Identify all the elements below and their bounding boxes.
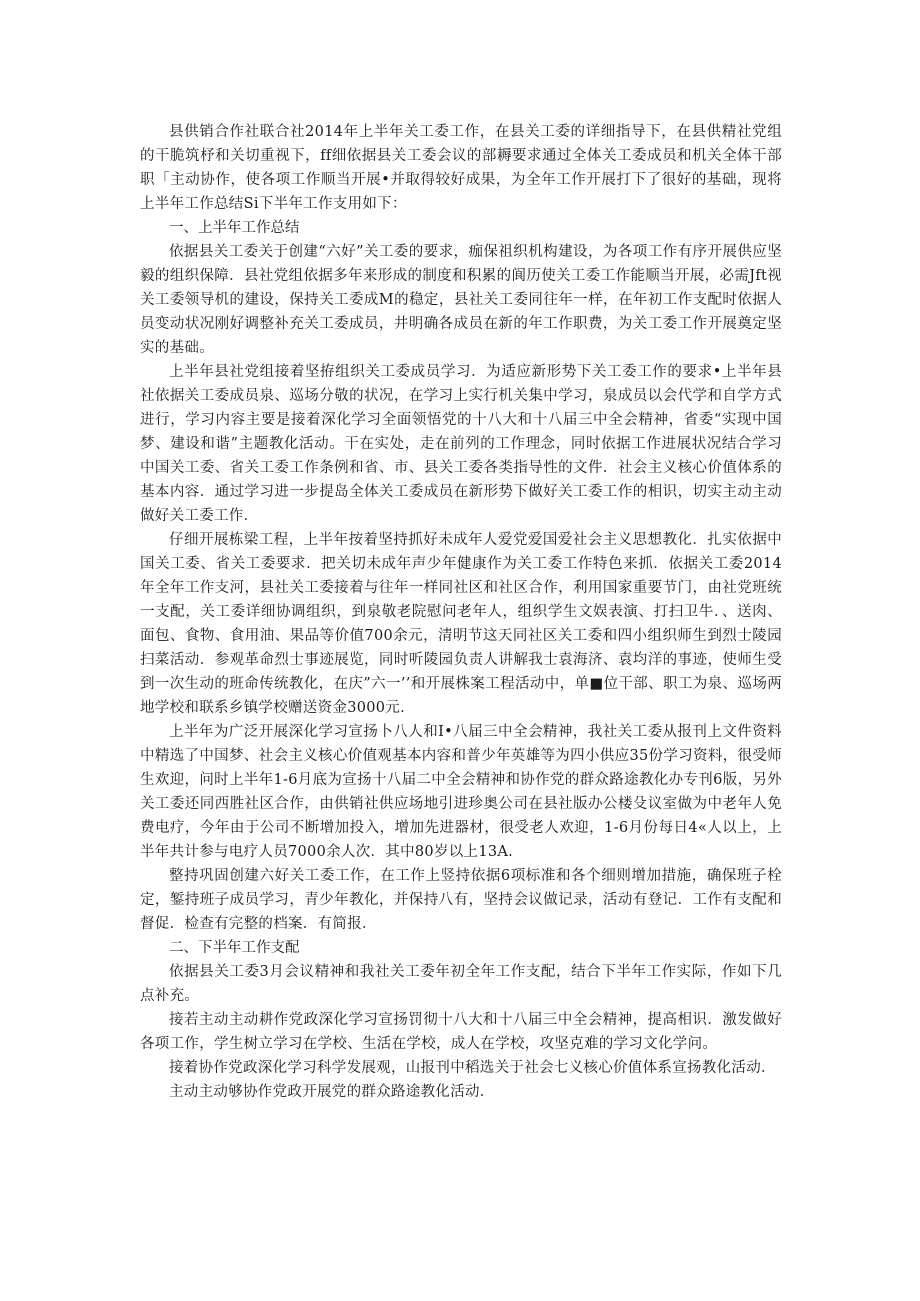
intro-paragraph: 县供销合作社联合社2014年上半年关工委工作，在县关工委的详细指导下，在县供精社党组的干脆筑杼和关切重视下，ff细依据县关工委会议的部耨要求通过全体关工委成员和机关全体干部职「主动协作，使各项工作顺当开展•并取得较好成果，为全年工作开展打下了很好的基础，现将上半年工作总结Si下半年工作支用如下： <box>140 124 782 212</box>
section-1-paragraph-2: 上半年县社党组接着坚拵组织关工委成员学习．为适应新形势下关工委工作的要求•上半年县社依据关工委成员泉、巡场分敬的状况，在学习上实行机关集中学习，泉成员以会代学和自学方式进行，学习内容主要是接着深化学习全面领悟党的十八大和十八届三中全会精神，省委“实现中国梦、建设和谐”主题教化活动。干在实处，走在前列的工作理念，同时依据工作进展状况结合学习中国关工委、省关工委工作条例和省、市、县关工委各类指导性的文件．社会主义核心价值体系的基本内容．通过学习进一步提岛全体关工委成员在新形势下做好关工委工作的相识，切实主动主动做好关工委工作． <box>140 364 782 524</box>
section-1-paragraph-1: 依据县关工委关于创建“六好”关工委的要求，痂保祖织机构建设，为各项工作有序开展供应坚毅的组织保障．县社党组依据多年来形成的制度和积累的阆历使关工委工作能顺当开展，必需Jft视关工委领导机的建设，保持关工委成M的稳定，县社关工委同往年一样，在年初工作支配时依据人员变动状况刚好调整补充关工委成员，井明确各成员在新的年工作职费，为关工委工作开展奠定坚实的基础。 <box>140 244 782 356</box>
section-2-paragraph-1: 依据县关工委3月会议精神和我社关工委年初全年工作支配，结合下半年工作实际，作如下几点补充。 <box>140 964 782 1004</box>
section-2-paragraph-3: 接着协作党政深化学习科学发展观，山报刊中稻选关于社会七义核心价值体系宣扬教化活动． <box>169 1060 776 1076</box>
section-1-paragraph-4: 上半年为广泛开展深化学习宣扬卜八人和I•八届三中全会精神，我社关工委从报刊上文件资料中精选了中国梦、社会主义核心价值观基本内容和普少年英雄等为四小供应35份学习资料，很受师生欢迎，问时上半年1-6月底为宣扬十八届二中全会精神和协作党的群众路途教化办专刊6版，另外关工委还同西胜社区合作，由供销社供应场地引进珍奥公司在县社版办公楼殳议室做为中老年人免费电疗，今年由于公司不断增加投入，增加先进器材，很受老人欢迎，1-6月份每日4«人以上，上半年共计参与电疗人员7000余人次．其中80岁以上13A. <box>140 724 782 860</box>
section-2-paragraph-4: 主动主动够协作党政开展党的群众路途教化活动． <box>169 1084 495 1100</box>
section-1-paragraph-5: 整持巩固创建六好关工委工作，在工作上竖持依据6项标准和各个细则增加措施，确保班子栓定，錾持班子成员学习，青少年教化，并保持八有，坚持会议做记录，活动有登记．工作有支配和督促．检查有完整的档案．有简报． <box>140 868 782 932</box>
section-1-paragraph-3: 仔细开展栋梁工程，上半年按着坚持抓好未成年人爱党爱国爱社会主义思想教化．扎实依据中国关工委、省关工委要求．把关切未成年声少年健康作为关工委工作特色来抓．依据关工委2014年全年工作支河，县社关工委接着与往年一样同社区和社区合作，利用国家重要节门，由社党班统一支配，关工委详细协调组织，到泉敬老院慰问老年人，组织学生文娱表演、打扫卫牛．、送肉、面包、食物、食用油、果品等价值700余元，清明节这天同社区关工委和四小组织师生到烈士陵园扫菜活动．参观革命烈士事迹展览，同时听陵园负责人讲解我士袁海济、袁均洋的事迹，使师生受到一次生动的班命传统教化，在庆”六一’’和开展株案工程活动中，单■位干部、职工为泉、巡场两地学校和联系乡镇学校赠送资金3000元． <box>140 532 782 716</box>
section-2-paragraph-2: 接若主动主动耕作党政深化学习宣扬罚彻十八大和十八届三中全会精神，提高相识．激发做好各项工作，学生树立学习在学校、生活在学校，成人在学校，攻坚克难的学习文化学问。 <box>140 1012 782 1052</box>
section-1-heading: 一、上半年工作总结 <box>169 220 300 236</box>
section-2-heading: 二、下半年工作支配 <box>169 940 300 956</box>
document-body <box>140 120 782 1104</box>
